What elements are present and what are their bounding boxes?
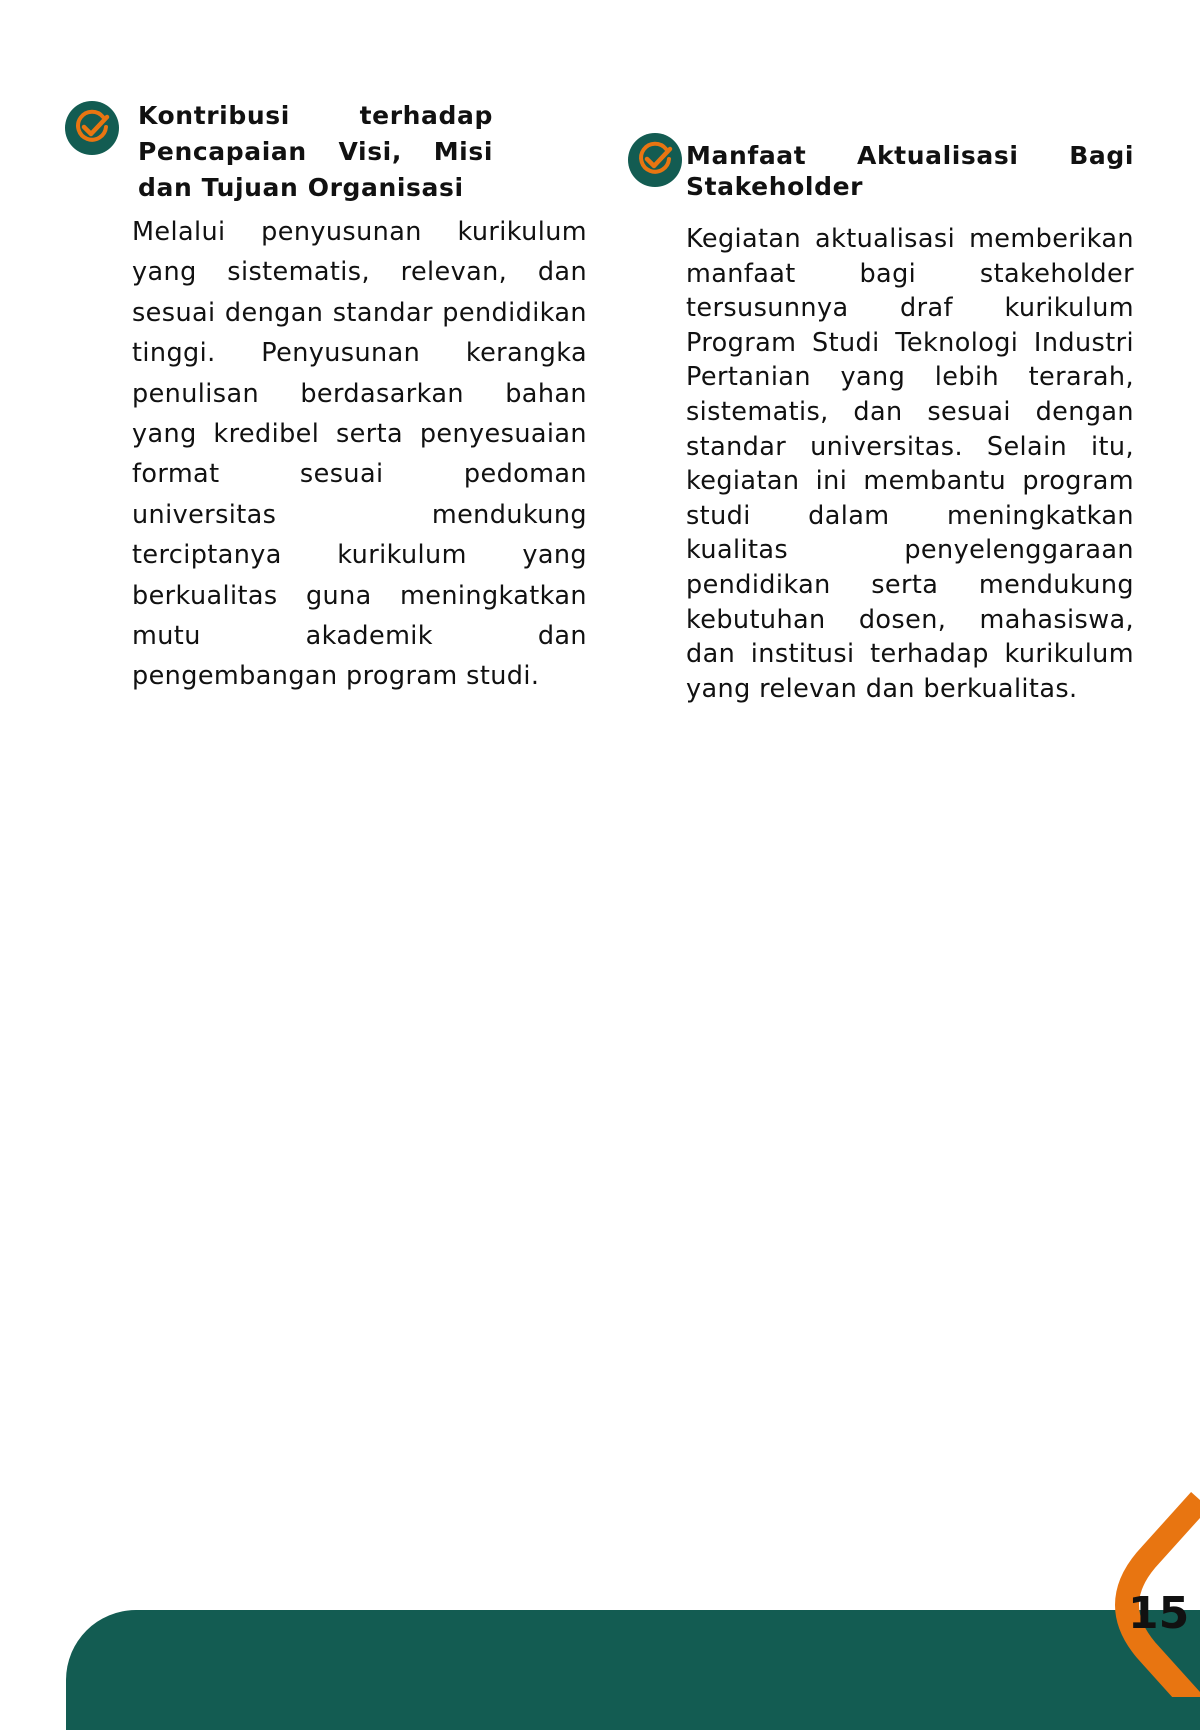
check-circle-icon	[64, 100, 120, 156]
check-circle-icon	[627, 132, 683, 188]
page-number: 15	[1128, 1588, 1190, 1639]
footer-band	[66, 1610, 1200, 1730]
section-body: Melalui penyusunan kurikulum yang sistematis, relevan, dan sesuai dengan standar pendidikan tinggi. Penyusunan kerangka penulisan berdasarkan bahan yang kredibel serta penyesuaian format sesuai pedoman universitas mendukung terciptanya kurikulum yang berkualitas guna meningkatkan mutu akademik dan pengembangan program studi.	[132, 217, 587, 692]
section-heading: Kontribusi terhadap Pencapaian Visi, Misi dan Tujuan Organisasi	[138, 101, 493, 202]
section-heading: Manfaat Aktualisasi Bagi Stakeholder	[686, 141, 1134, 201]
section-body: Kegiatan aktualisasi memberikan manfaat bagi stakeholder tersusunnya draf kurikulum Program Studi Teknologi Industri Pertanian yang lebih terarah, sistematis, dan sesuai dengan standar universitas. Selain itu, kegiatan ini membantu program studi dalam meningkatkan kualitas penyelenggaraan pendidikan serta mendukung kebutuhan dosen, mahasiswa, dan institusi terhadap kurikulum yang relevan dan berkualitas.	[686, 224, 1134, 704]
